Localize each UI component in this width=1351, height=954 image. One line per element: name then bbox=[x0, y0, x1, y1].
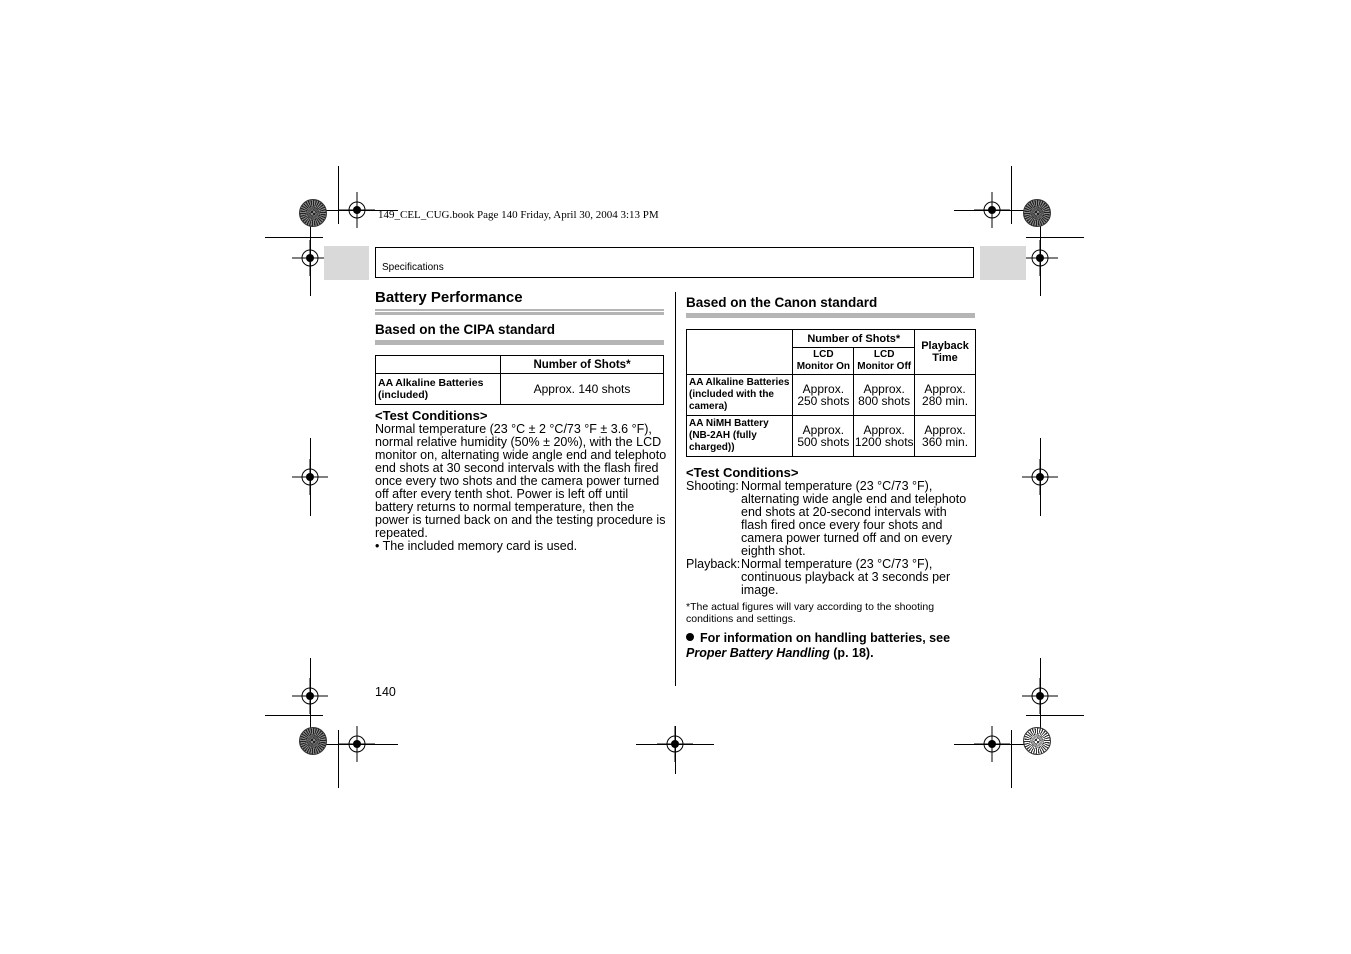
playback-value: Approx. 280 min. bbox=[915, 375, 976, 416]
note-suffix: (p. 18). bbox=[833, 646, 874, 660]
conditions-title: <Test Conditions> bbox=[686, 465, 799, 480]
lcd-off-header: LCD Monitor Off bbox=[854, 348, 915, 375]
color-wheel-icon bbox=[1023, 199, 1051, 227]
bullet-icon bbox=[686, 633, 694, 641]
canon-conditions bbox=[686, 465, 976, 661]
row-label: AA NiMH Battery (NB-2AH (fully charged)) bbox=[687, 416, 793, 457]
shooting-label: Shooting: bbox=[686, 479, 739, 493]
lcd-off-value: Approx. 1200 shots bbox=[854, 416, 915, 457]
playback-text: Normal temperature (23 °C/73 °F), continuous playback at 3 seconds per image. bbox=[741, 557, 951, 597]
conditions-text: Normal temperature (23 °C ± 2 °C/73 °F ± 3.6 °F), normal relative humidity (50% ± 20%), with the LCD monitor on, alternating wide angle end and telephoto end shots at 30 second intervals with the flash fired once every two shots and the camera power turned off after every tenth shot. Power is left off until battery returns to normal temperature, then the power is turned back on and the testing procedure is repeated. bbox=[375, 422, 667, 540]
empty-header-cell bbox=[687, 330, 793, 375]
lcd-on-value: Approx. 250 shots bbox=[793, 375, 854, 416]
title-rule bbox=[375, 309, 664, 315]
shots-header: Number of Shots* bbox=[793, 330, 915, 348]
table-row bbox=[687, 416, 976, 457]
cipa-rule bbox=[375, 340, 664, 345]
lcd-off-value: Approx. 800 shots bbox=[854, 375, 915, 416]
cipa-table bbox=[375, 355, 664, 405]
shots-header: Number of Shots* bbox=[501, 356, 664, 374]
row-label: AA Alkaline Batteries (included with the camera) bbox=[687, 375, 793, 416]
canon-rule bbox=[686, 313, 975, 318]
canon-table bbox=[686, 329, 976, 457]
proper-battery-handling-link[interactable]: Proper Battery Handling bbox=[686, 646, 830, 660]
section-header bbox=[375, 247, 974, 278]
memory-card-note: • The included memory card is used. bbox=[375, 539, 578, 553]
battery-handling-note bbox=[686, 631, 976, 661]
playback-value: Approx. 360 min. bbox=[915, 416, 976, 457]
file-info: 149_CEL_CUG.book Page 140 Friday, April 30, 2004 3:13 PM bbox=[378, 209, 659, 221]
table-row bbox=[376, 374, 664, 405]
gray-tab-left bbox=[324, 246, 369, 280]
row-label: AA Alkaline Batteries (included) bbox=[376, 374, 501, 405]
lcd-on-value: Approx. 500 shots bbox=[793, 416, 854, 457]
empty-header-cell bbox=[376, 356, 501, 374]
shooting-text: Normal temperature (23 °C/73 °F), alternating wide angle end and telephoto end shots at 20-second intervals with flash fired once every four shots and camera power turned off and on every eighth shot. bbox=[741, 479, 967, 558]
cipa-conditions bbox=[375, 408, 667, 553]
note-prefix: For information on handling batteries, see bbox=[700, 631, 951, 645]
playback-condition bbox=[686, 558, 976, 597]
canon-heading: Based on the Canon standard bbox=[686, 295, 878, 310]
column-divider bbox=[675, 292, 676, 686]
table-row bbox=[687, 375, 976, 416]
section-label: Specifications bbox=[382, 262, 444, 273]
gray-tab-right bbox=[980, 246, 1026, 280]
page-number: 140 bbox=[375, 685, 396, 699]
playback-header: Playback Time bbox=[915, 330, 976, 375]
lcd-on-header: LCD Monitor On bbox=[793, 348, 854, 375]
cipa-heading: Based on the CIPA standard bbox=[375, 322, 556, 337]
color-wheel-icon bbox=[299, 727, 327, 755]
footnote: *The actual figures will vary according to the shooting conditions and settings. bbox=[686, 601, 935, 625]
color-wheel-icon bbox=[1023, 727, 1051, 755]
page-title: Battery Performance bbox=[375, 289, 523, 306]
color-wheel-icon bbox=[299, 199, 327, 227]
playback-label: Playback: bbox=[686, 557, 741, 571]
shooting-condition bbox=[686, 480, 976, 558]
row-value: Approx. 140 shots bbox=[501, 374, 664, 405]
conditions-title: <Test Conditions> bbox=[375, 408, 488, 423]
